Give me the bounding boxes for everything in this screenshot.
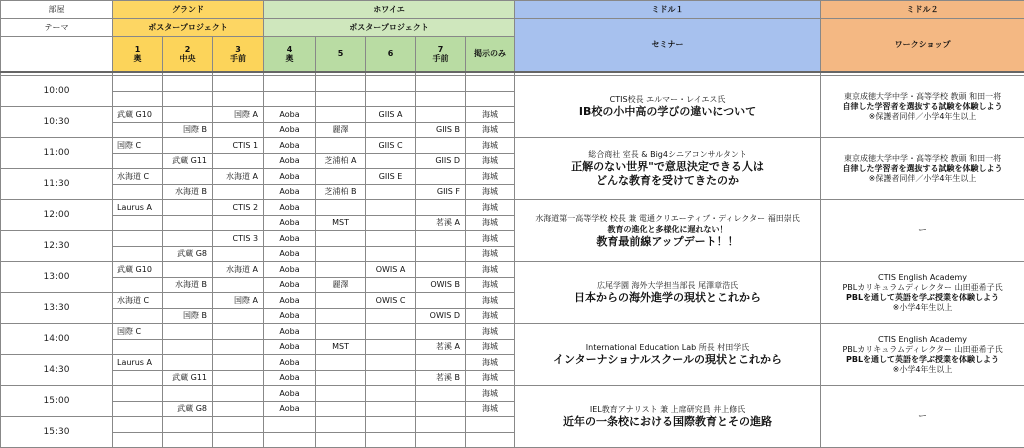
workshop-line: PBLを通して英語を学ぶ授業を体験しよう bbox=[822, 355, 1023, 365]
time-slot: 13:30 bbox=[1, 293, 113, 324]
poster-cell bbox=[163, 138, 213, 154]
poster-cell bbox=[366, 91, 416, 107]
poster-cell bbox=[416, 386, 466, 402]
posting-cell: 海城 bbox=[466, 153, 515, 169]
poster-cell bbox=[316, 432, 366, 448]
poster-cell bbox=[113, 122, 163, 138]
poster-cell bbox=[366, 200, 416, 216]
poster-cell: 武蔵 G11 bbox=[163, 153, 213, 169]
poster-cell bbox=[113, 386, 163, 402]
workshop-line: CTIS English Academy bbox=[822, 273, 1023, 283]
workshop-line: ※小学4年生以上 bbox=[822, 365, 1023, 375]
poster-cell: Aoba bbox=[264, 215, 316, 231]
posting-only-header: 掲示のみ bbox=[466, 37, 515, 72]
poster-cell bbox=[213, 91, 264, 107]
col-7-header: 7 手前 bbox=[416, 37, 466, 72]
poster-cell: 国際 C bbox=[113, 324, 163, 340]
poster-cell: MST bbox=[316, 215, 366, 231]
poster-cell bbox=[416, 91, 466, 107]
poster-cell bbox=[213, 339, 264, 355]
poster-cell: GIIS B bbox=[416, 122, 466, 138]
poster-cell: OWIS C bbox=[366, 293, 416, 309]
posting-cell: 海城 bbox=[466, 215, 515, 231]
poster-cell bbox=[366, 122, 416, 138]
midori1-header: ミドル１ bbox=[515, 1, 821, 19]
poster-cell: 麗澤 bbox=[316, 277, 366, 293]
table-row bbox=[1, 200, 1024, 216]
poster-cell bbox=[163, 432, 213, 448]
poster-cell bbox=[213, 355, 264, 371]
poster-cell: Aoba bbox=[264, 370, 316, 386]
poster-cell: Aoba bbox=[264, 401, 316, 417]
workshop-line: PBLカリキュラムディレクター 山田亜希子氏 bbox=[822, 345, 1023, 355]
poster-cell bbox=[113, 246, 163, 262]
posting-cell: 海城 bbox=[466, 246, 515, 262]
poster-cell bbox=[213, 277, 264, 293]
poster-cell bbox=[213, 386, 264, 402]
table-row bbox=[1, 386, 1024, 402]
poster-cell bbox=[213, 122, 264, 138]
poster-cell bbox=[416, 355, 466, 371]
posting-cell: 海城 bbox=[466, 339, 515, 355]
poster-cell bbox=[316, 417, 366, 433]
poster-cell: Aoba bbox=[264, 138, 316, 154]
poster-cell bbox=[163, 293, 213, 309]
time-slot: 15:30 bbox=[1, 417, 113, 448]
poster-cell bbox=[316, 370, 366, 386]
seminar-speaker: 総合商社 室長 & Big4シニアコンサルタント bbox=[516, 149, 819, 160]
posting-cell: 海城 bbox=[466, 386, 515, 402]
poster-cell: 武蔵 G10 bbox=[113, 107, 163, 123]
poster-cell: Laurus A bbox=[113, 355, 163, 371]
poster-cell: 武蔵 G8 bbox=[163, 246, 213, 262]
poster-cell bbox=[416, 200, 466, 216]
poster-cell bbox=[316, 262, 366, 278]
poster-cell: 武蔵 G10 bbox=[113, 262, 163, 278]
posting-cell: 海城 bbox=[466, 401, 515, 417]
poster-cell bbox=[316, 169, 366, 185]
workshop-none: ー bbox=[822, 226, 1023, 236]
poster-cell bbox=[316, 246, 366, 262]
time-slot: 11:00 bbox=[1, 138, 113, 169]
seminar-speaker: 水海道第一高等学校 校長 兼 電通クリエーティブ・ディレクター 福田崇氏 bbox=[516, 213, 819, 224]
posting-cell bbox=[466, 432, 515, 448]
seminar-header: セミナー bbox=[515, 19, 821, 72]
workshop-none: ー bbox=[822, 412, 1023, 422]
poster-cell bbox=[163, 200, 213, 216]
poster-cell: CTIS 2 bbox=[213, 200, 264, 216]
seminar-title: 近年の一条校における国際教育とその進路 bbox=[516, 415, 819, 429]
poster-cell: 水海道 C bbox=[113, 293, 163, 309]
table-row bbox=[1, 138, 1024, 154]
poster-cell: 国際 A bbox=[213, 293, 264, 309]
seminar-speaker: IEL教育アナリスト 兼 上席研究員 井上修氏 bbox=[516, 404, 819, 415]
room-label: 部屋 bbox=[1, 1, 113, 19]
seminar-title: 正解のない世界"で意思決定できる人は bbox=[516, 160, 819, 174]
header-blank bbox=[1, 37, 113, 72]
seminar-speaker: CTIS校長 エルマー・レイエス氏 bbox=[516, 94, 819, 105]
poster-cell: GIIS A bbox=[366, 107, 416, 123]
posting-cell: 海城 bbox=[466, 138, 515, 154]
seminar-cell bbox=[515, 200, 821, 262]
grand-poster-project: ポスタープロジェクト bbox=[113, 19, 264, 37]
posting-cell: 海城 bbox=[466, 169, 515, 185]
poster-cell bbox=[366, 432, 416, 448]
workshop-line: 東京成徳大学中学・高等学校 教頭 和田一将 bbox=[822, 154, 1023, 164]
poster-cell bbox=[316, 76, 366, 92]
poster-cell: Aoba bbox=[264, 231, 316, 247]
poster-cell bbox=[213, 76, 264, 92]
workshop-header: ワークショップ bbox=[821, 19, 1024, 72]
poster-cell bbox=[416, 417, 466, 433]
posting-cell: 海城 bbox=[466, 262, 515, 278]
poster-cell bbox=[213, 417, 264, 433]
seminar-title: どんな教育を受けてきたのか bbox=[516, 174, 819, 188]
posting-cell: 海城 bbox=[466, 293, 515, 309]
theme-label: テーマ bbox=[1, 19, 113, 37]
poster-cell bbox=[316, 324, 366, 340]
poster-cell: GIIS F bbox=[416, 184, 466, 200]
poster-cell bbox=[113, 231, 163, 247]
workshop-cell bbox=[821, 324, 1024, 386]
col-2-header: 2 中央 bbox=[163, 37, 213, 72]
howai-header: ホワイエ bbox=[264, 1, 515, 19]
posting-cell bbox=[466, 417, 515, 433]
poster-cell bbox=[213, 215, 264, 231]
workshop-line: ※保護者同伴／小学4年生以上 bbox=[822, 174, 1023, 184]
poster-cell bbox=[366, 386, 416, 402]
poster-cell bbox=[366, 339, 416, 355]
poster-cell bbox=[366, 355, 416, 371]
posting-cell: 海城 bbox=[466, 370, 515, 386]
seminar-title: インターナショナルスクールの現状とこれから bbox=[516, 353, 819, 367]
table-row bbox=[1, 76, 1024, 92]
poster-cell: 国際 C bbox=[113, 138, 163, 154]
seminar-title: IB校の小中高の学びの違いについて bbox=[516, 105, 819, 119]
poster-cell bbox=[316, 138, 366, 154]
poster-cell: 芝浦柏 A bbox=[316, 153, 366, 169]
workshop-line: 自律した学習者を選抜する試験を体験しよう bbox=[822, 164, 1023, 174]
poster-cell: 水海道 A bbox=[213, 169, 264, 185]
seminar-title: 教育最前線アップデート！！ bbox=[516, 235, 819, 249]
time-slot: 14:00 bbox=[1, 324, 113, 355]
seminar-subtitle: 教育の進化と多様化に遅れない！ bbox=[516, 224, 819, 235]
poster-cell: 芝浦柏 B bbox=[316, 184, 366, 200]
poster-cell: GIIS E bbox=[366, 169, 416, 185]
poster-cell: 国際 B bbox=[163, 122, 213, 138]
poster-cell: 麗澤 bbox=[316, 122, 366, 138]
poster-cell bbox=[264, 432, 316, 448]
poster-cell bbox=[316, 355, 366, 371]
seminar-cell bbox=[515, 262, 821, 324]
poster-cell: CTIS 3 bbox=[213, 231, 264, 247]
poster-cell bbox=[163, 324, 213, 340]
poster-cell bbox=[213, 184, 264, 200]
poster-cell bbox=[316, 231, 366, 247]
poster-cell bbox=[416, 107, 466, 123]
poster-cell bbox=[366, 417, 416, 433]
table-row bbox=[1, 262, 1024, 278]
poster-cell bbox=[316, 401, 366, 417]
poster-cell: 茗溪 A bbox=[416, 339, 466, 355]
poster-cell bbox=[366, 231, 416, 247]
poster-cell bbox=[163, 339, 213, 355]
workshop-line: ※保護者同伴／小学4年生以上 bbox=[822, 112, 1023, 122]
poster-cell: Aoba bbox=[264, 277, 316, 293]
time-slot: 12:00 bbox=[1, 200, 113, 231]
poster-cell bbox=[163, 355, 213, 371]
poster-cell: 国際 B bbox=[163, 308, 213, 324]
poster-cell bbox=[113, 184, 163, 200]
time-slot: 10:30 bbox=[1, 107, 113, 138]
poster-cell bbox=[416, 324, 466, 340]
col-3-header: 3 手前 bbox=[213, 37, 264, 72]
poster-cell: Aoba bbox=[264, 262, 316, 278]
posting-cell: 海城 bbox=[466, 231, 515, 247]
seminar-cell bbox=[515, 76, 821, 138]
table-row bbox=[1, 324, 1024, 340]
workshop-cell bbox=[821, 76, 1024, 138]
poster-cell bbox=[213, 308, 264, 324]
poster-cell bbox=[416, 76, 466, 92]
workshop-cell bbox=[821, 386, 1024, 448]
poster-cell bbox=[163, 386, 213, 402]
time-slot: 15:00 bbox=[1, 386, 113, 417]
col-5-header: 5 bbox=[316, 37, 366, 72]
poster-cell: Aoba bbox=[264, 122, 316, 138]
poster-cell bbox=[213, 432, 264, 448]
seminar-cell bbox=[515, 138, 821, 200]
workshop-cell bbox=[821, 200, 1024, 262]
workshop-cell bbox=[821, 262, 1024, 324]
posting-cell: 海城 bbox=[466, 308, 515, 324]
poster-cell bbox=[113, 277, 163, 293]
midori2-header: ミドル２ bbox=[821, 1, 1024, 19]
poster-cell bbox=[316, 308, 366, 324]
poster-cell bbox=[113, 432, 163, 448]
poster-cell bbox=[163, 215, 213, 231]
seminar-cell bbox=[515, 324, 821, 386]
poster-cell bbox=[316, 200, 366, 216]
poster-cell bbox=[366, 401, 416, 417]
poster-cell bbox=[366, 246, 416, 262]
poster-cell bbox=[213, 153, 264, 169]
poster-cell: GIIS C bbox=[366, 138, 416, 154]
poster-cell bbox=[366, 324, 416, 340]
poster-cell bbox=[316, 386, 366, 402]
poster-cell bbox=[113, 417, 163, 433]
workshop-line: ※小学4年生以上 bbox=[822, 303, 1023, 313]
poster-cell bbox=[316, 91, 366, 107]
poster-cell: 水海道 C bbox=[113, 169, 163, 185]
poster-cell bbox=[113, 153, 163, 169]
posting-cell: 海城 bbox=[466, 277, 515, 293]
poster-cell bbox=[416, 246, 466, 262]
poster-cell bbox=[366, 76, 416, 92]
poster-cell bbox=[113, 339, 163, 355]
poster-cell bbox=[163, 169, 213, 185]
poster-cell: OWIS B bbox=[416, 277, 466, 293]
poster-cell: 水海道 B bbox=[163, 184, 213, 200]
poster-cell bbox=[416, 138, 466, 154]
poster-cell bbox=[416, 432, 466, 448]
workshop-cell bbox=[821, 138, 1024, 200]
poster-cell bbox=[366, 277, 416, 293]
poster-cell bbox=[264, 91, 316, 107]
posting-cell: 海城 bbox=[466, 324, 515, 340]
poster-cell bbox=[163, 91, 213, 107]
poster-cell bbox=[113, 401, 163, 417]
poster-cell: 茗溪 A bbox=[416, 215, 466, 231]
poster-cell bbox=[416, 293, 466, 309]
poster-cell bbox=[416, 169, 466, 185]
workshop-line: CTIS English Academy bbox=[822, 335, 1023, 345]
poster-cell bbox=[163, 107, 213, 123]
posting-cell: 海城 bbox=[466, 184, 515, 200]
workshop-line: PBLを通して英語を学ぶ授業を体験しよう bbox=[822, 293, 1023, 303]
poster-cell bbox=[163, 76, 213, 92]
time-slot: 10:00 bbox=[1, 76, 113, 107]
posting-cell: 海城 bbox=[466, 200, 515, 216]
posting-cell: 海城 bbox=[466, 107, 515, 123]
poster-cell: CTIS 1 bbox=[213, 138, 264, 154]
poster-cell: OWIS D bbox=[416, 308, 466, 324]
poster-cell: Aoba bbox=[264, 293, 316, 309]
posting-cell: 海城 bbox=[466, 355, 515, 371]
workshop-line: 東京成徳大学中学・高等学校 教頭 和田一将 bbox=[822, 92, 1023, 102]
poster-cell bbox=[316, 293, 366, 309]
seminar-speaker: 広尾学園 海外大学担当部長 尾澤章浩氏 bbox=[516, 280, 819, 291]
poster-cell bbox=[366, 153, 416, 169]
posting-cell: 海城 bbox=[466, 122, 515, 138]
poster-cell bbox=[416, 231, 466, 247]
poster-cell: 水海道 A bbox=[213, 262, 264, 278]
poster-cell bbox=[416, 262, 466, 278]
poster-cell: Aoba bbox=[264, 324, 316, 340]
poster-cell bbox=[213, 401, 264, 417]
posting-cell bbox=[466, 91, 515, 107]
poster-cell bbox=[113, 76, 163, 92]
workshop-line: 自律した学習者を選抜する試験を体験しよう bbox=[822, 102, 1023, 112]
poster-cell bbox=[264, 417, 316, 433]
time-slot: 13:00 bbox=[1, 262, 113, 293]
poster-cell bbox=[316, 107, 366, 123]
poster-cell: Aoba bbox=[264, 169, 316, 185]
poster-cell: 武蔵 G8 bbox=[163, 401, 213, 417]
poster-cell bbox=[163, 417, 213, 433]
poster-cell bbox=[213, 370, 264, 386]
poster-cell: Aoba bbox=[264, 355, 316, 371]
seminar-speaker: International Education Lab 所長 村田学氏 bbox=[516, 342, 819, 353]
poster-cell bbox=[113, 91, 163, 107]
poster-cell: Aoba bbox=[264, 339, 316, 355]
grand-header: グランド bbox=[113, 1, 264, 19]
poster-cell: GIIS D bbox=[416, 153, 466, 169]
poster-cell: MST bbox=[316, 339, 366, 355]
seminar-title: 日本からの海外進学の現状とこれから bbox=[516, 291, 819, 305]
poster-cell: Aoba bbox=[264, 308, 316, 324]
poster-cell: 茗溪 B bbox=[416, 370, 466, 386]
col-4-header: 4 奥 bbox=[264, 37, 316, 72]
time-slot: 11:30 bbox=[1, 169, 113, 200]
poster-cell bbox=[366, 370, 416, 386]
howai-poster-project: ポスタープロジェクト bbox=[264, 19, 515, 37]
poster-cell bbox=[113, 308, 163, 324]
poster-cell bbox=[113, 215, 163, 231]
poster-cell: Aoba bbox=[264, 200, 316, 216]
posting-cell bbox=[466, 76, 515, 92]
poster-cell: Aoba bbox=[264, 153, 316, 169]
poster-cell bbox=[416, 401, 466, 417]
col-1-header: 1 奥 bbox=[113, 37, 163, 72]
poster-cell: 水海道 B bbox=[163, 277, 213, 293]
seminar-cell bbox=[515, 386, 821, 448]
poster-cell: Aoba bbox=[264, 184, 316, 200]
col-6-header: 6 bbox=[366, 37, 416, 72]
poster-cell bbox=[213, 246, 264, 262]
poster-cell bbox=[213, 324, 264, 340]
poster-cell: 武蔵 G11 bbox=[163, 370, 213, 386]
poster-cell bbox=[113, 370, 163, 386]
poster-cell: Laurus A bbox=[113, 200, 163, 216]
poster-cell: Aoba bbox=[264, 107, 316, 123]
poster-cell: Aoba bbox=[264, 386, 316, 402]
poster-cell bbox=[366, 308, 416, 324]
poster-cell bbox=[366, 184, 416, 200]
poster-cell: Aoba bbox=[264, 246, 316, 262]
poster-cell bbox=[163, 231, 213, 247]
poster-cell bbox=[163, 262, 213, 278]
workshop-line: PBLカリキュラムディレクター 山田亜希子氏 bbox=[822, 283, 1023, 293]
time-slot: 12:30 bbox=[1, 231, 113, 262]
time-slot: 14:30 bbox=[1, 355, 113, 386]
poster-cell bbox=[366, 215, 416, 231]
poster-cell bbox=[264, 76, 316, 92]
poster-cell: OWIS A bbox=[366, 262, 416, 278]
poster-cell: 国際 A bbox=[213, 107, 264, 123]
